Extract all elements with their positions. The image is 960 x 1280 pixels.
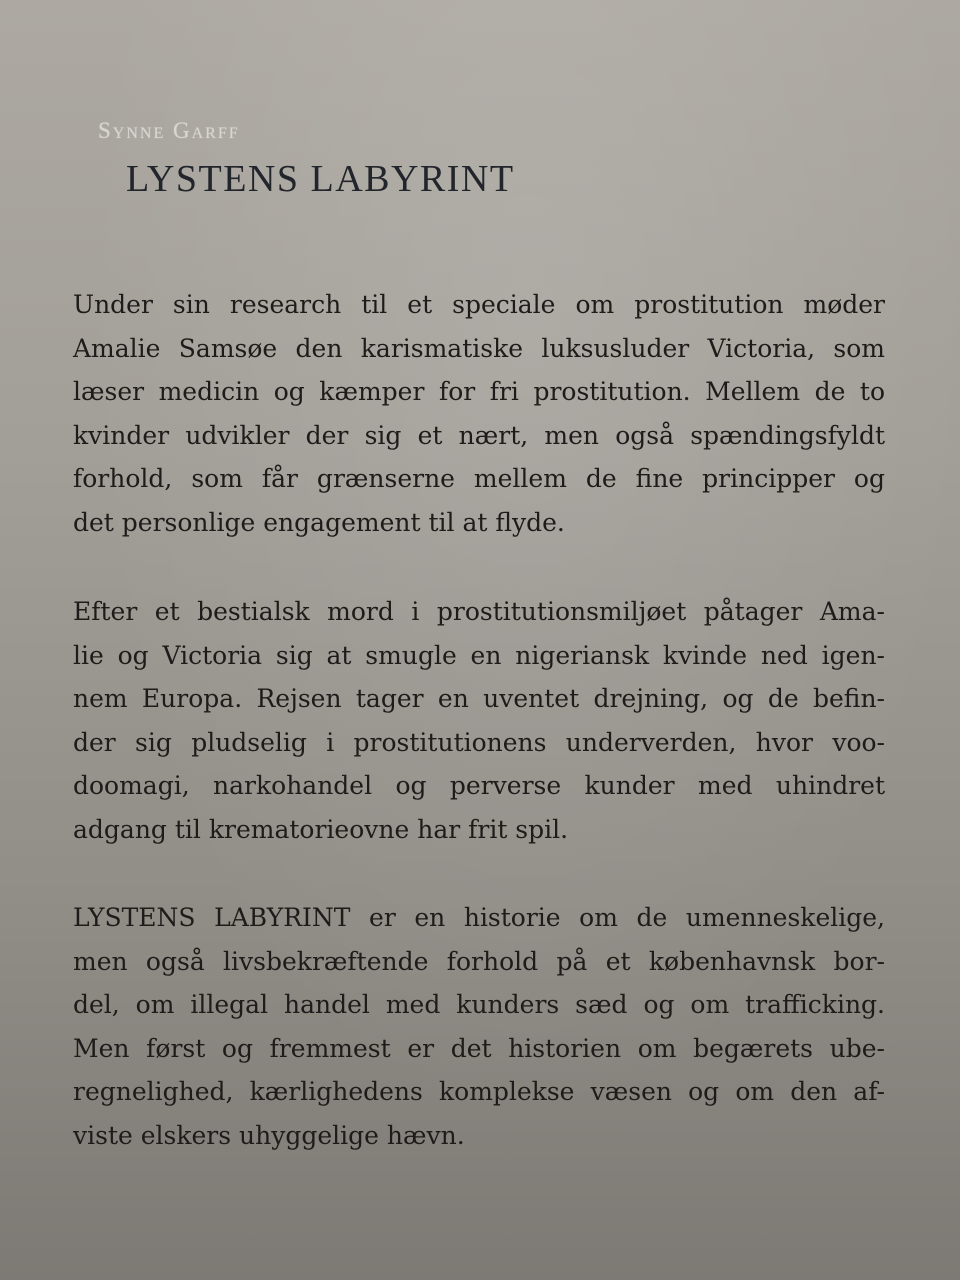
blurb-line: Amalie Samsøe den karismatiske luksusluder Victoria, som <box>73 333 885 363</box>
blurb-line: men også livsbekræftende forhold på et københavnsk bor- <box>73 946 885 976</box>
blurb-line: det personlige engagement til at flyde. <box>73 507 565 537</box>
blurb-line: Under sin research til et speciale om prostitution møder <box>73 290 885 319</box>
blurb-line: Efter et bestialsk mord i prostitutionsmiljøet påtager Ama- <box>73 597 885 626</box>
blurb-line: del, om illegal handel med kunders sæd og om trafficking. <box>73 990 885 1019</box>
blurb-line: adgang til krematorieovne har frit spil. <box>73 814 569 844</box>
blurb-paragraph-2 <box>73 590 885 851</box>
book-title: LYSTENS LABYRINT <box>126 158 515 200</box>
blurb-line: læser medicin og kæmper for fri prostitution. Mellem de to <box>73 377 885 406</box>
blurb-line: Men først og fremmest er det historien om begærets ube- <box>73 1033 885 1063</box>
blurb-line: regnelighed, kærlighedens komplekse væsen og om den af- <box>73 1077 885 1106</box>
blurb-line: viste elskers uhyggelige hævn. <box>73 1120 465 1150</box>
blurb-line: forhold, som får grænserne mellem de fine principper og <box>73 464 885 493</box>
blurb-paragraph-3 <box>73 896 885 1157</box>
author-name: Synne Garff <box>98 118 240 143</box>
blurb-line: doomagi, narkohandel og perverse kunder med uhindret <box>73 771 885 800</box>
blurb-line: der sig pludselig i prostitutionens underverden, hvor voo- <box>73 727 885 757</box>
blurb-line: LYSTENS LABYRINT er en historie om de umenneskelige, <box>73 903 885 932</box>
blurb-line: nem Europa. Rejsen tager en uventet drejning, og de befin- <box>73 684 885 713</box>
blurb-line: lie og Victoria sig at smugle en nigeriansk kvinde ned igen- <box>73 640 885 670</box>
blurb-line: kvinder udvikler der sig et nært, men også spændingsfyldt <box>73 420 885 450</box>
blurb-paragraph-1 <box>73 283 885 544</box>
